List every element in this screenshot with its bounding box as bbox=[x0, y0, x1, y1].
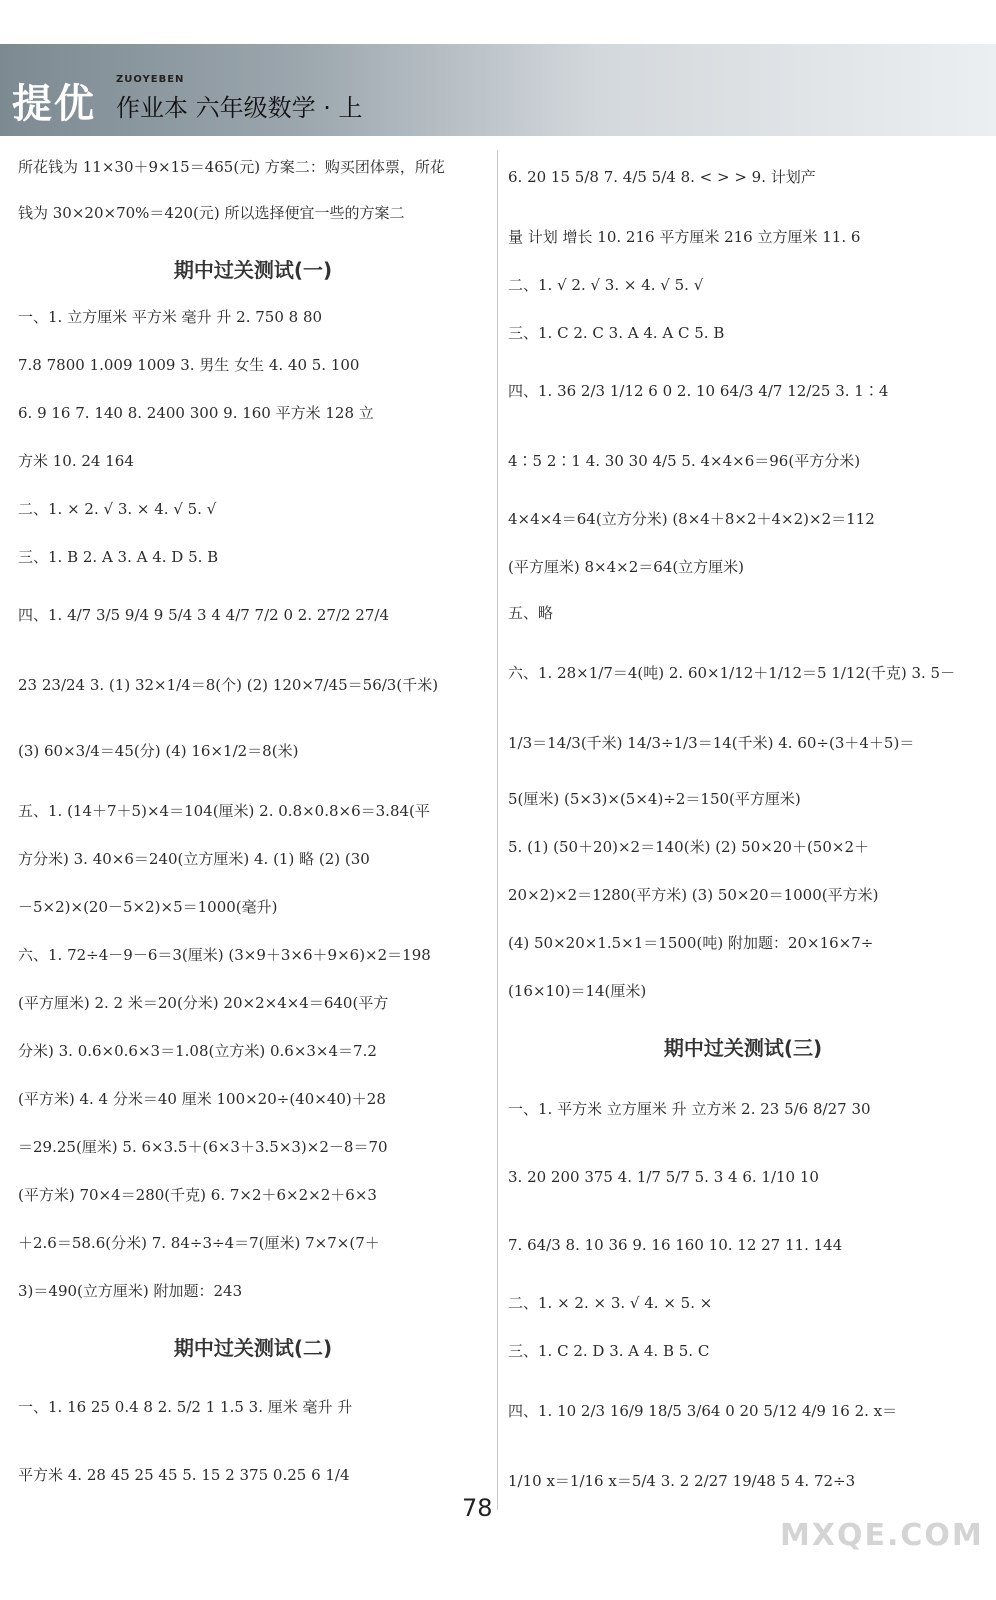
answer-line: (平方米) 70×4＝280(千克) 6. 7×2＋6×2×2＋6×3 bbox=[18, 1186, 377, 1204]
answer-line: 平方米 4. 28 45 25 45 5. 15 2 375 0.25 6 1/4 bbox=[18, 1466, 350, 1484]
answer-line: 6. 9 16 7. 140 8. 2400 300 9. 160 平方米 128 立 bbox=[18, 404, 374, 422]
answer-line: 7.8 7800 1.009 1009 3. 男生 女生 4. 40 5. 100 bbox=[18, 356, 360, 374]
answer-line: 23 23/24 3. (1) 32×1/4＝8(个) (2) 120×7/45＝56/3(千米) bbox=[18, 676, 439, 694]
section-title: 期中过关测试(二) bbox=[173, 1336, 333, 1360]
answer-line: 六、1. 72÷4－9－6＝3(厘米) (3×9＋3×6＋9×6)×2＝198 bbox=[18, 946, 431, 964]
answer-line: 一、1. 16 25 0.4 8 2. 5/2 1 1.5 3. 厘米 毫升 升 bbox=[18, 1398, 353, 1416]
brand-pinyin: ZUOYEBEN bbox=[116, 74, 185, 85]
top-margin bbox=[0, 0, 996, 44]
answer-line: 一、1. 立方厘米 平方米 毫升 升 2. 750 8 80 bbox=[18, 308, 323, 326]
answer-line: 三、1. C 2. C 3. A 4. A C 5. B bbox=[508, 324, 725, 342]
watermark: MXQE.COM bbox=[780, 1518, 984, 1553]
column-divider bbox=[497, 150, 498, 1510]
answer-line: (平方米) 4. 4 分米＝40 厘米 100×20÷(40×40)＋28 bbox=[18, 1090, 386, 1108]
answer-line: 量 计划 增长 10. 216 平方厘米 216 立方厘米 11. 6 bbox=[508, 228, 861, 246]
answer-line: 1/10 x＝1/16 x＝5/4 3. 2 2/27 19/48 5 4. 72÷3 bbox=[508, 1472, 856, 1490]
brand-logo: 提优 bbox=[12, 81, 96, 127]
answer-line: (4) 50×20×1.5×1＝1500(吨) 附加题：20×16×7÷ bbox=[508, 934, 874, 952]
section-title: 期中过关测试(三) bbox=[663, 1036, 823, 1060]
answer-line: 三、1. C 2. D 3. A 4. B 5. C bbox=[508, 1342, 710, 1360]
answer-line: 二、1. × 2. √ 3. × 4. √ 5. √ bbox=[18, 500, 217, 518]
answer-line: 四、1. 4/7 3/5 9/4 9 5/4 3 4 4/7 7/2 0 2. 27/2 27/4 bbox=[18, 606, 389, 624]
answer-line: (平方厘米) 8×4×2＝64(立方厘米) bbox=[508, 558, 745, 576]
answer-line: 二、1. √ 2. √ 3. × 4. √ 5. √ bbox=[508, 276, 704, 294]
page-number: 78 bbox=[462, 1494, 493, 1522]
answer-line: ＝29.25(厘米) 5. 6×3.5＋(6×3＋3.5×3)×2－8＝70 bbox=[18, 1138, 388, 1156]
answer-line: (16×10)＝14(厘米) bbox=[508, 982, 647, 1000]
answer-line: 一、1. 平方米 立方厘米 升 立方米 2. 23 5/6 8/27 30 bbox=[508, 1100, 871, 1118]
answer-line: (3) 60×3/4＝45(分) (4) 16×1/2＝8(米) bbox=[18, 742, 299, 760]
answer-line: 五、略 bbox=[508, 604, 554, 622]
answer-line: 五、1. (14＋7＋5)×4＝104(厘米) 2. 0.8×0.8×6＝3.84(平 bbox=[18, 802, 430, 820]
answer-line: 四、1. 36 2/3 1/12 6 0 2. 10 64/3 4/7 12/25 3. 1∶4 bbox=[508, 382, 889, 400]
answer-line: 3. 20 200 375 4. 1/7 5/7 5. 3 4 6. 1/10 10 bbox=[508, 1168, 819, 1186]
answer-line: ＋2.6＝58.6(分米) 7. 84÷3÷4＝7(厘米) 7×7×(7＋ bbox=[18, 1234, 380, 1252]
answer-line: 5. (1) (50＋20)×2＝140(米) (2) 50×20＋(50×2＋ bbox=[508, 838, 869, 856]
answer-line: (平方厘米) 2. 2 米＝20(分米) 20×2×4×4＝640(平方 bbox=[18, 994, 389, 1012]
answer-line: 4∶5 2∶1 4. 30 30 4/5 5. 4×4×6＝96(平方分米) bbox=[508, 452, 861, 470]
answer-line: 六、1. 28×1/7＝4(吨) 2. 60×1/12＋1/12＝5 1/12(千克) 3. 5－ bbox=[508, 664, 956, 682]
answer-line: 5(厘米) (5×3)×(5×4)÷2＝150(平方厘米) bbox=[508, 790, 801, 808]
book-title: 作业本 六年级数学 · 上 bbox=[116, 94, 363, 122]
answer-line: 3)＝490(立方厘米) 附加题：243 bbox=[18, 1282, 243, 1300]
answer-line: 20×2)×2＝1280(平方米) (3) 50×20＝1000(平方米) bbox=[508, 886, 879, 904]
answer-line: 三、1. B 2. A 3. A 4. D 5. B bbox=[18, 548, 219, 566]
page-header bbox=[0, 44, 996, 136]
answer-line: －5×2)×(20－5×2)×5＝1000(毫升) bbox=[18, 898, 278, 916]
answer-line: 所花钱为 11×30＋9×15＝465(元) 方案二：购买团体票，所花 bbox=[18, 158, 445, 176]
answer-line: 分米) 3. 0.6×0.6×3＝1.08(立方米) 0.6×3×4＝7.2 bbox=[18, 1042, 377, 1060]
answer-line: 四、1. 10 2/3 16/9 18/5 3/64 0 20 5/12 4/9 16 2. x＝ bbox=[508, 1402, 898, 1420]
answer-line: 钱为 30×20×70%＝420(元) 所以选择便宜一些的方案二 bbox=[18, 204, 405, 222]
answer-line: 4×4×4＝64(立方分米) (8×4＋8×2＋4×2)×2＝112 bbox=[508, 510, 875, 528]
answer-line: 方米 10. 24 164 bbox=[18, 452, 134, 470]
answer-line: 1/3＝14/3(千米) 14/3÷1/3＝14(千米) 4. 60÷(3＋4＋5)＝ bbox=[508, 734, 915, 752]
answer-line: 7. 64/3 8. 10 36 9. 16 160 10. 12 27 11. 144 bbox=[508, 1236, 843, 1254]
answer-line: 二、1. × 2. × 3. √ 4. × 5. × bbox=[508, 1294, 713, 1312]
section-title: 期中过关测试(一) bbox=[173, 258, 333, 282]
answer-line: 方分米) 3. 40×6＝240(立方厘米) 4. (1) 略 (2) (30 bbox=[18, 850, 370, 868]
answer-line: 6. 20 15 5/8 7. 4/5 5/4 8. < > > 9. 计划产 bbox=[508, 168, 816, 186]
